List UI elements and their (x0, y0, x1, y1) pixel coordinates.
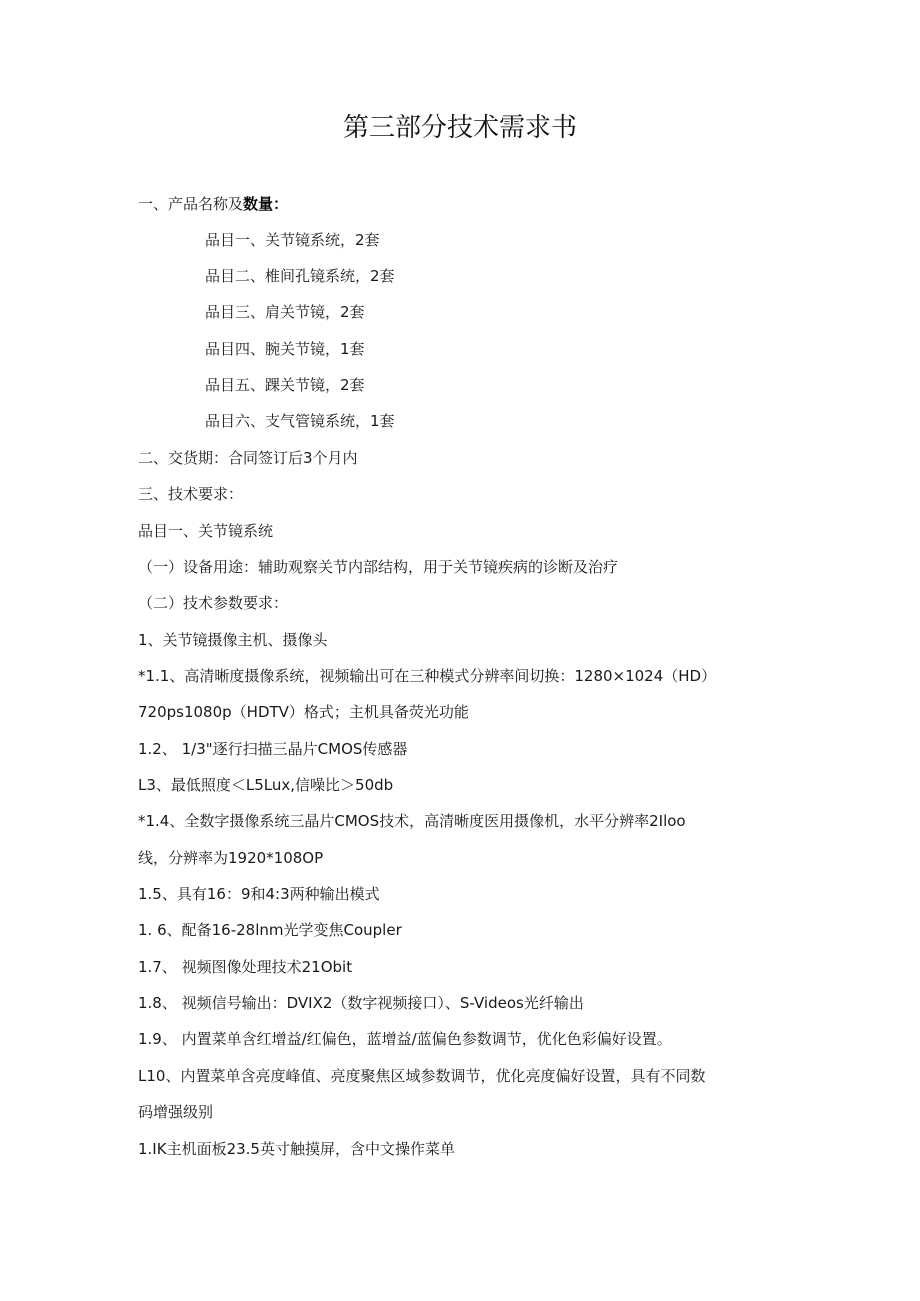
product-item: 品目五、踝关节镜，2套 (205, 376, 365, 394)
spec-line: 1.5、具有16：9和4:3两种输出模式 (138, 885, 380, 903)
section-label: 一、产品名称及 (138, 195, 244, 213)
spec-line: *1.4、全数字摄像系统三晶片CMOS技术，高清晰度医用摄像机，水平分辨率2Iloo (138, 812, 686, 830)
spec-line: 720ps1080p（HDTV）格式；主机具备荧光功能 (138, 703, 469, 721)
spec-line: 1.IK主机面板23.5英寸触摸屏，含中文操作菜单 (138, 1140, 455, 1158)
spec-line: 1.7、 视频图像处理技术21Obit (138, 958, 353, 976)
section-products-heading (138, 193, 288, 215)
spec-line: 码增强级别 (138, 1103, 214, 1121)
tech-requirements-heading: 三、技术要求： (138, 485, 244, 503)
params-heading: （二）技术参数要求： (138, 594, 289, 612)
item-heading: 品目一、关节镜系统 (138, 522, 274, 540)
spec-line: 1.8、 视频信号输出：DVIX2（数字视频接口）、S-Videos光纤输出 (138, 994, 584, 1012)
product-item: 品目二、椎间孔镜系统，2套 (205, 267, 395, 285)
spec-line: 1. 6、配备16-28lnm光学变焦Coupler (138, 921, 402, 939)
spec-line: L10、内置菜单含亮度峰值、亮度聚焦区域参数调节，优化亮度偏好设置，具有不同数 (138, 1067, 706, 1085)
product-item: 品目六、支气管镜系统，1套 (205, 412, 395, 430)
product-item: 品目一、关节镜系统，2套 (205, 231, 380, 249)
product-item: 品目三、肩关节镜，2套 (205, 303, 365, 321)
spec-line: 1.9、 内置菜单含红增益/红偏色，蓝增益/蓝偏色参数调节，优化色彩偏好设置。 (138, 1030, 672, 1048)
spec-line: *1.1、高清晰度摄像系统，视频输出可在三种模式分辨率间切换：1280×1024（HD） (138, 667, 717, 685)
section-label-bold: 数量： (243, 195, 289, 213)
product-item: 品目四、腕关节镜，1套 (205, 340, 365, 358)
spec-heading: 1、关节镜摄像主机、摄像头 (138, 631, 328, 649)
device-purpose: （一）设备用途：辅助观察关节内部结构，用于关节镜疾病的诊断及治疗 (138, 558, 619, 576)
spec-line: 1.2、 1/3"逐行扫描三晶片CMOS传感器 (138, 740, 408, 758)
page-title: 第三部分技术需求书 (342, 113, 577, 143)
spec-line: L3、最低照度＜L5Lux,信噪比＞50db (138, 776, 394, 794)
spec-line: 线，分辨率为1920*108OP (138, 849, 324, 867)
delivery-period: 二、交货期：合同签订后3个月内 (138, 449, 358, 467)
